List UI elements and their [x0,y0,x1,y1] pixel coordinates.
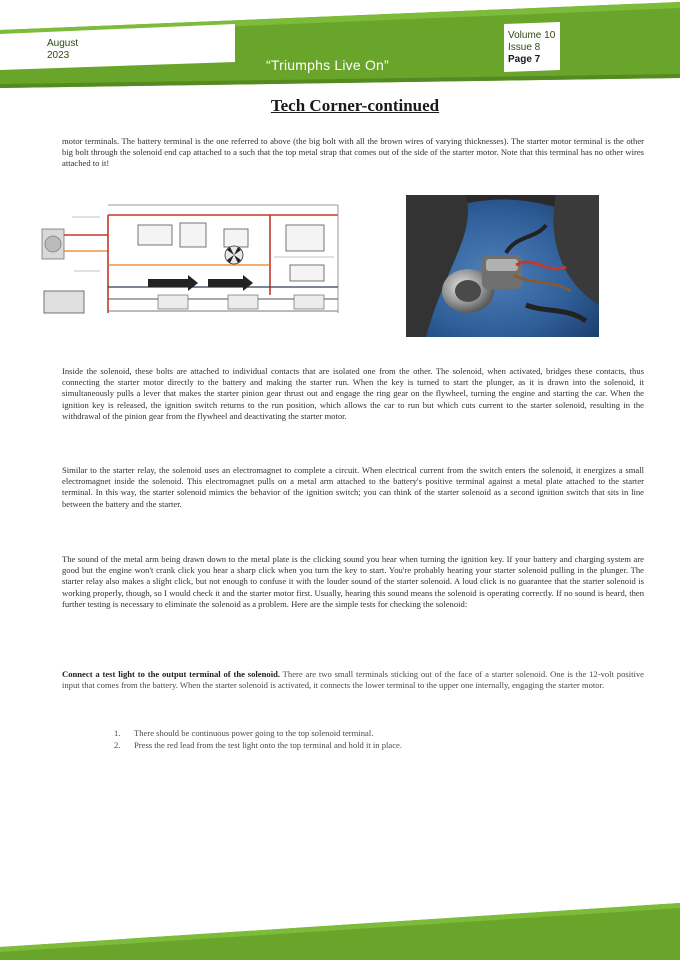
paragraph-4: The sound of the metal arm being drawn down to the metal plate is the clicking sound you hear when turning the ignition key. If your battery and charging system are good but the engine won't crank click you hear a sharp click when you turn the key to start. You're probably hearing your starter solenoid pulling in the plunger. The starter relay also makes a slight click, but not enough to confuse it with the louder sound of the starter solenoid. A loud click is no guarantee that the starter solenoid is working properly, though, so I would check it and the starter motor first. Usually, hearing this sound means the solenoid is operating correctly. If no sound is heard, then further testing is necessary to eliminate the solenoid as a problem. Here are the simple tests for checking the solenoid: [62,554,644,609]
issue-info [508,30,555,66]
page-header [0,0,680,100]
newsletter-title: “Triumphs Live On” [266,57,389,73]
step-number: 1. [114,728,121,738]
issue-date [47,38,78,62]
step-text: There should be continuous power going to the top solenoid terminal. [134,728,374,738]
test-steps [114,728,402,751]
issue-month: August [47,38,79,49]
paragraph-2: Inside the solenoid, these bolts are attached to individual contacts that are isolated one from the other. The solenoid, when activated, bridges these contacts, thus connecting the starter motor directly to the battery and making the starter run. When the key is turned to start the plunger, as it is drawn into the solenoid, it simultaneously pulls a lever that makes the starter pinion gear thrust out and engage the ring gear on the flywheel, turning the engine and starting the car. When the ignition key is released, the ignition switch returns to the run position, which allows the car to run but which cuts current to the starter solenoid, resulting in the withdrawal of the pinion gear from the flywheel and deactivating the starter motor. [62,366,644,421]
step-text: Press the red lead from the test light onto the top terminal and hold it in place. [134,739,403,750]
article-title: Tech Corner-continued [270,96,440,115]
test-body: There are two small terminals sticking out of the face of a starter solenoid. One is the 12-volt positive input that comes from the battery. When the starter solenoid is activated, it connects the lower terminal to the upper one internally, engaging the starter motor. [62,669,644,691]
volume-label: Volume 10 [508,30,556,41]
paragraph-1: motor terminals. The battery terminal is the one referred to above (the big bolt with all the brown wires of varying thicknesses). The starter motor terminal is the other big bolt through the solenoid end cap attached to a such that the top metal strap that comes out of the side of the starter motor. Note that this terminal has no other wires attached to it! [62,136,644,169]
paragraph-3: Similar to the starter relay, the solenoid uses an electromagnet to complete a circuit. When electrical current from the switch enters the solenoid, it energizes a small electromagnet inside the solenoid. This electromagnet pulls on a metal arm attached to the battery's positive terminal against a metal plate attached to the starter terminal. In this way, the starter solenoid mimics the behavior of the ignition switch; you can think of the starter solenoid as a second ignition switch that sits in line between the battery and the starter. [62,465,644,509]
test-lead: Connect a test light to the output terminal of the solenoid. [62,669,281,679]
starter-solenoid-photo [406,195,599,337]
test-instructions [62,669,644,691]
page-number: Page 7 [508,54,541,65]
header-banner [0,0,680,100]
wiring-diagram [38,195,370,323]
list-item [114,740,402,752]
issue-year: 2023 [47,50,70,61]
list-item [114,728,402,740]
issue-label: Issue 8 [508,42,541,53]
step-number: 2. [114,739,121,750]
newsletter-title-text: Triumphs Live On [270,57,385,73]
page-footer [0,895,680,960]
